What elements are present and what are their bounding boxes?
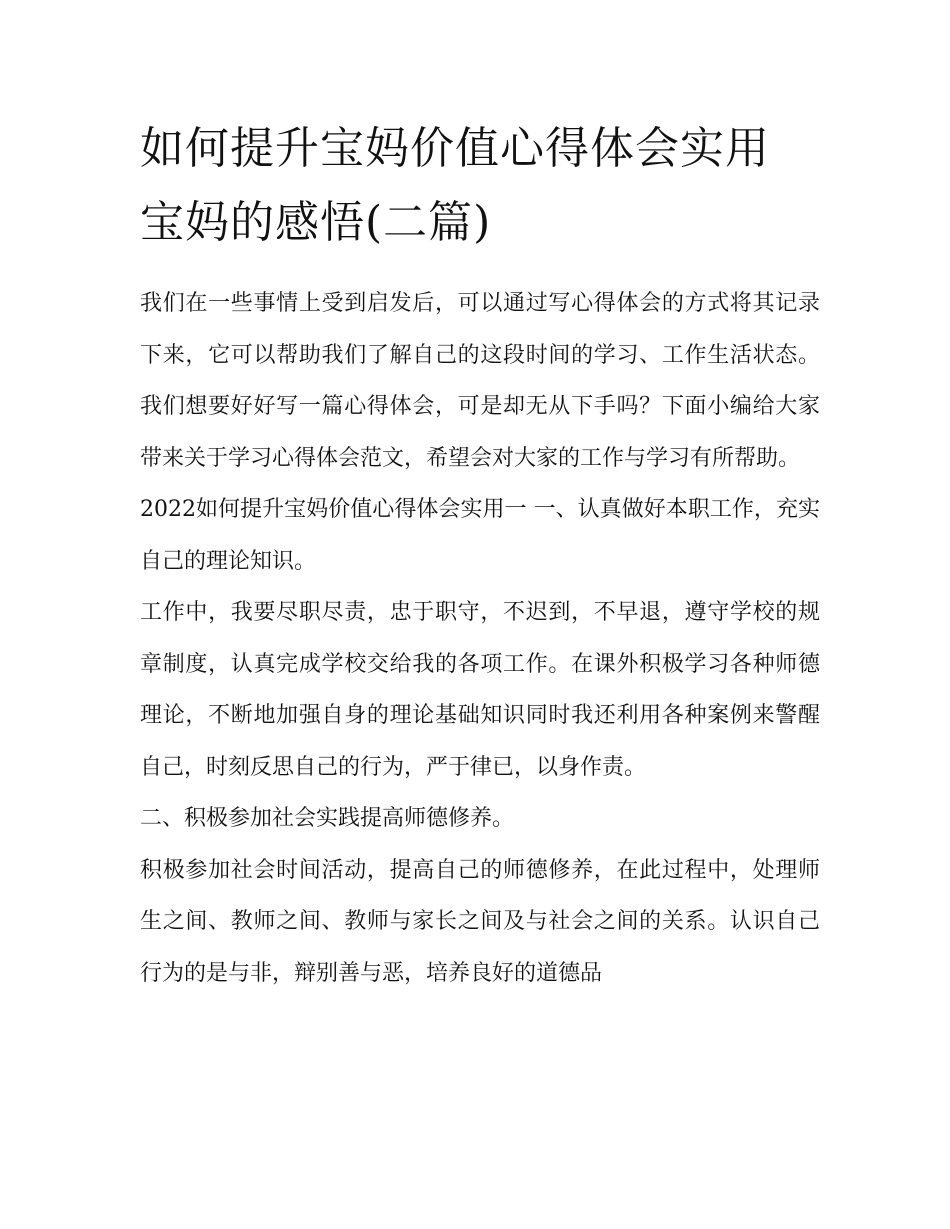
document-page [140,112,820,999]
document-title: 如何提升宝妈价值心得体会实用 宝妈的感悟(二篇) [140,123,770,248]
paragraph-section-one-heading: 2022如何提升宝妈价值心得体会实用一 一、认真做好本职工作，充实自己的理论知识。 [140,497,820,574]
paragraph-section-two-heading: 二、积极参加社会实践提高师德修养。 [140,806,515,831]
paragraph-intro: 我们在一些事情上受到启发后，可以通过写心得体会的方式将其记录下来，它可以帮助我们了解自己的这段时间的学习、工作生活状态。我们想要好好写一篇心得体会，可是却无从下手吗？下面小编给大家带来关于学习心得体会范文，希望会对大家的工作与学习有所帮助。 [140,291,820,471]
paragraph-section-two-body: 积极参加社会时间活动，提高自己的师德修养，在此过程中，处理师生之间、教师之间、教师与家长之间及与社会之间的关系。认识自己行为的是与非，辩别善与恶，培养良好的道德品 [140,857,820,986]
paragraph-section-one-body: 工作中，我要尽职尽责，忠于职守，不迟到，不早退，遵守学校的规章制度，认真完成学校交给我的各项工作。在课外积极学习各种师德理论，不断地加强自身的理论基础知识同时我还利用各种案例来警醒自己，时刻反思自己的行为，严于律已，以身作责。 [140,600,820,780]
